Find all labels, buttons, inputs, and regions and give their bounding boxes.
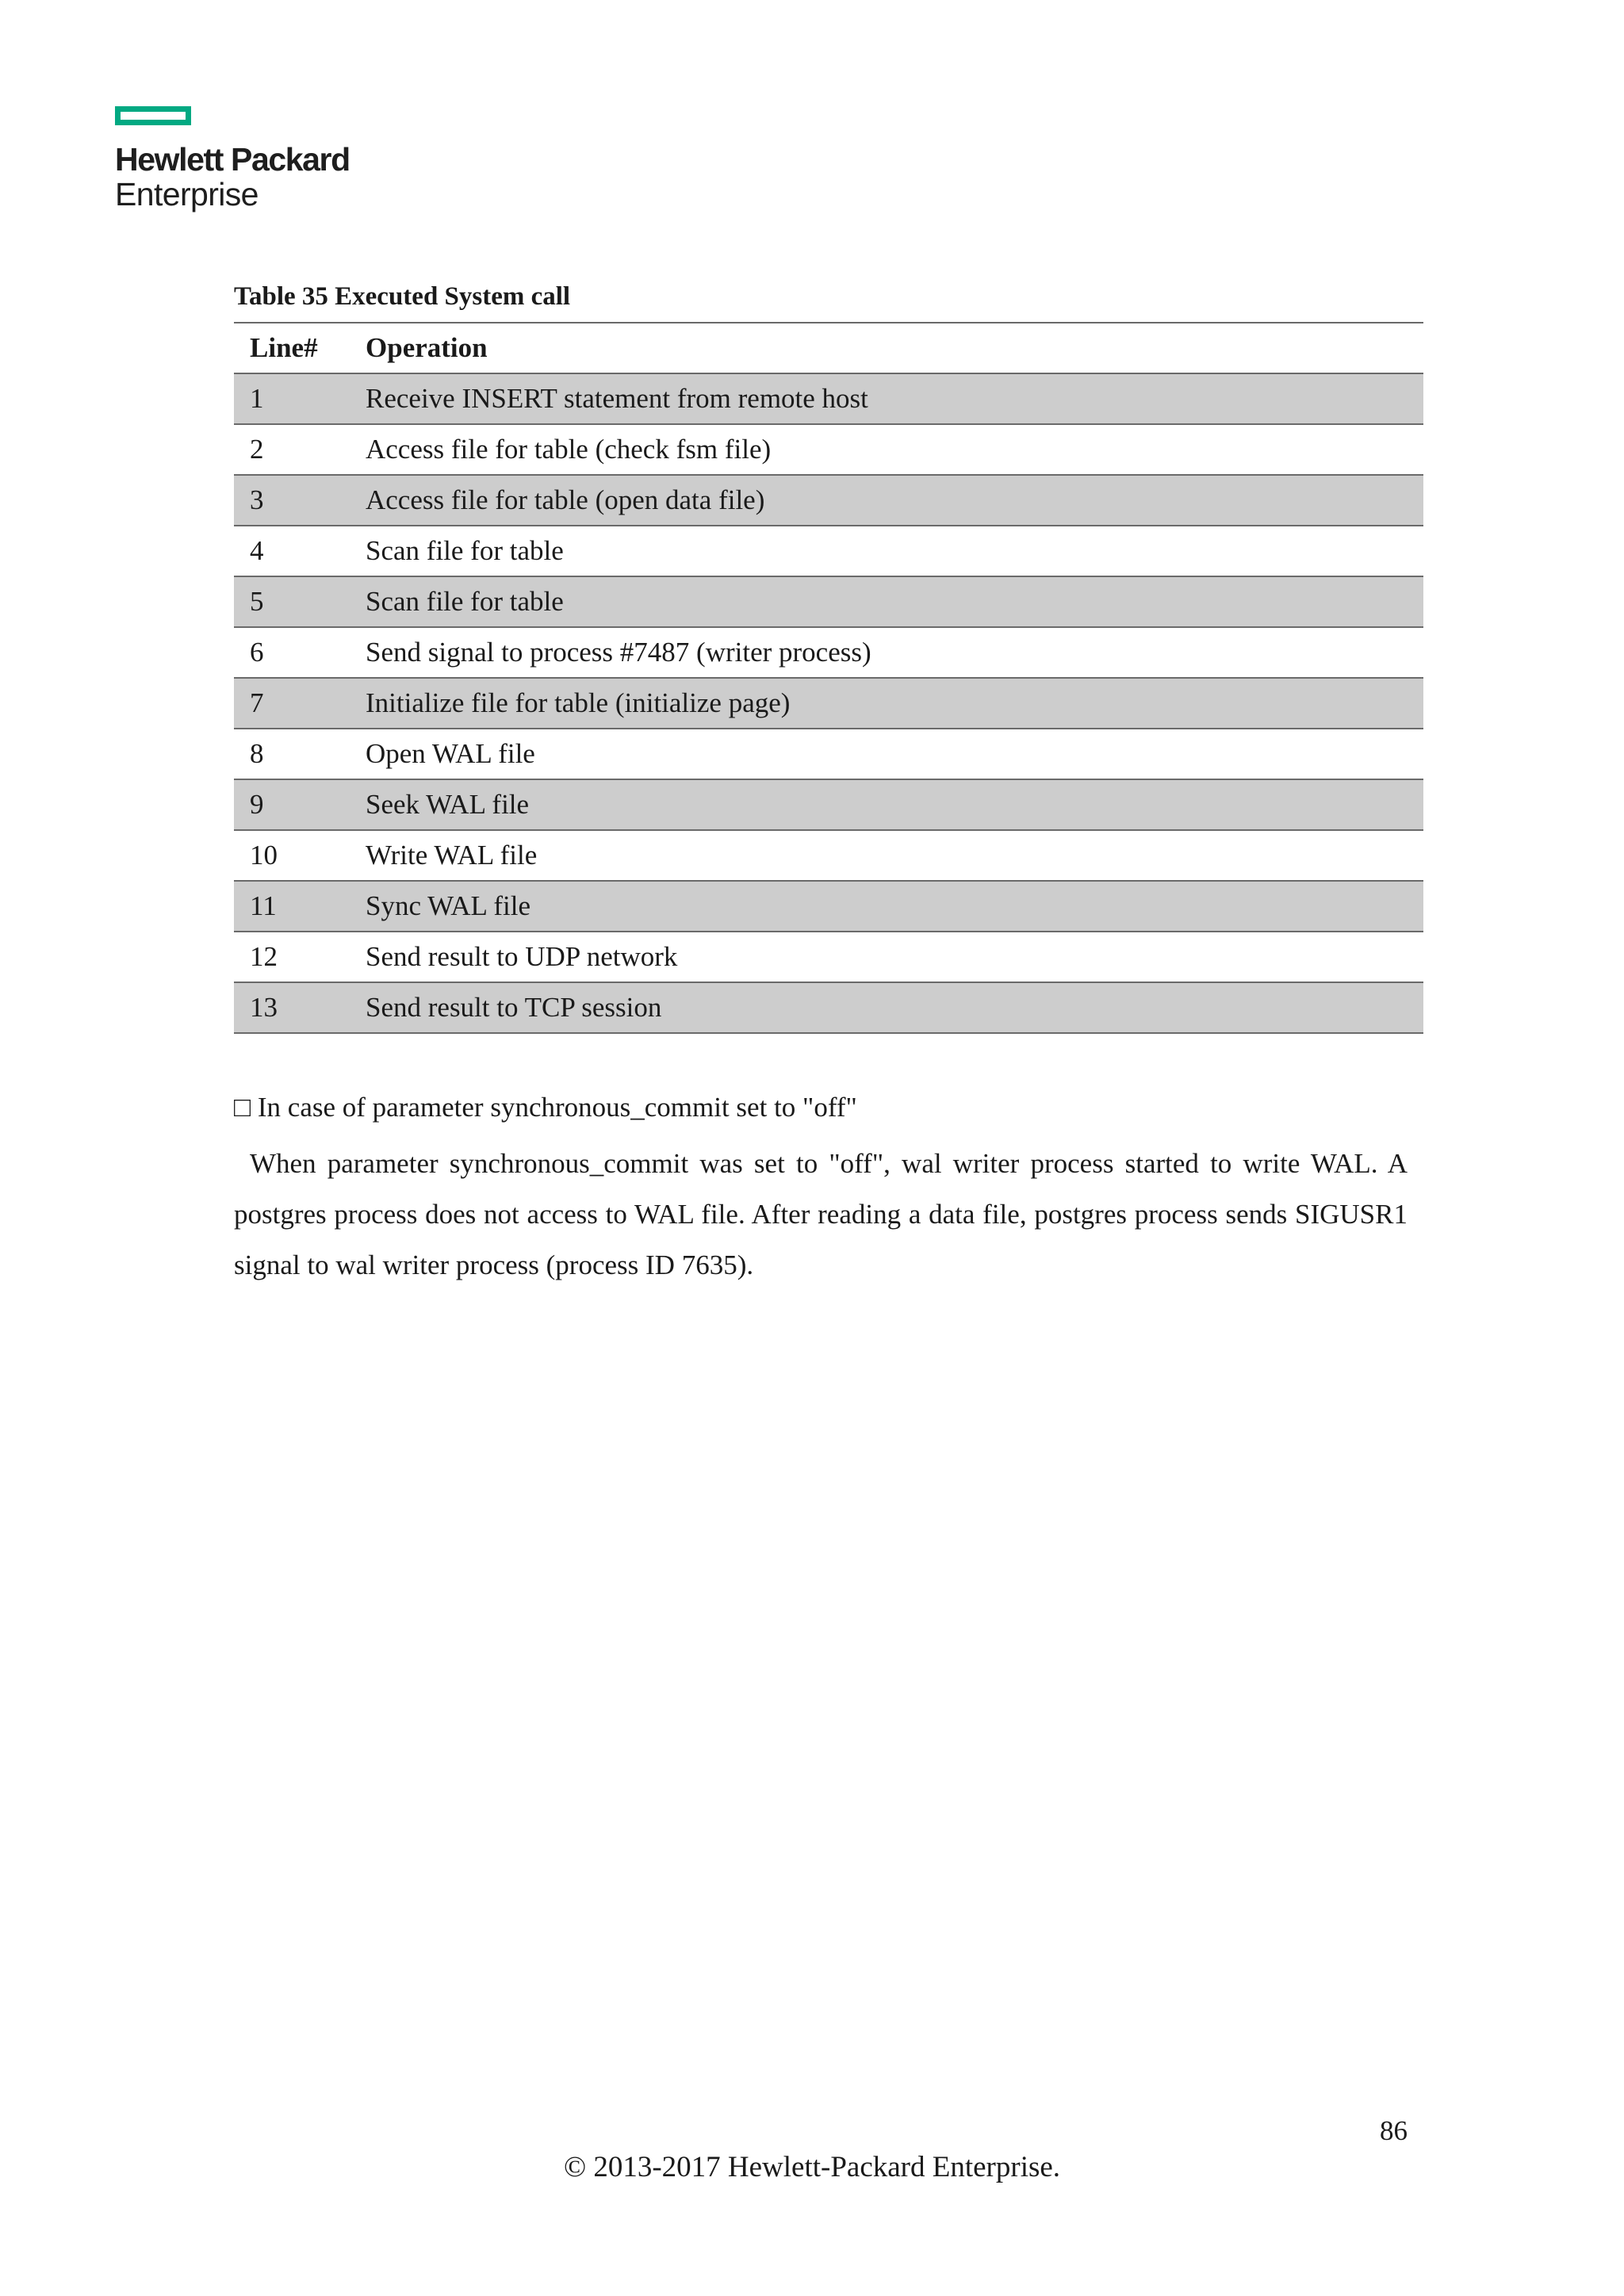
operation-cell: Sync WAL file (366, 890, 531, 921)
table-row (234, 374, 1423, 425)
operation-cell: Open WAL file (366, 738, 535, 769)
operation-cell: Seek WAL file (366, 789, 530, 820)
line-number-cell: 8 (250, 738, 264, 769)
line-number-cell: 4 (250, 535, 264, 566)
line-number-cell: 11 (250, 890, 277, 921)
line-number-cell: 10 (250, 840, 278, 871)
table-row (234, 526, 1423, 577)
line-number-cell: 12 (250, 941, 278, 972)
header-line-number: Line# (250, 332, 318, 363)
table-row (234, 983, 1423, 1034)
line-number-cell: 7 (250, 687, 264, 718)
operation-cell: Send result to TCP session (366, 992, 662, 1023)
line-number-cell: 1 (250, 383, 264, 414)
table-row (234, 628, 1423, 679)
page-number: 86 (1380, 2115, 1408, 2146)
table-row (234, 831, 1423, 882)
operation-cell: Scan file for table (366, 586, 564, 617)
operation-cell: Send signal to process #7487 (writer process) (366, 637, 871, 668)
line-number-cell: 13 (250, 992, 278, 1023)
line-number-cell: 9 (250, 789, 264, 820)
table-caption: Table 35 Executed System call (234, 282, 571, 311)
line-number-cell: 3 (250, 484, 264, 515)
operation-cell: Write WAL file (366, 840, 538, 871)
copyright-notice: © 2013-2017 Hewlett-Packard Enterprise. (563, 2151, 1061, 2183)
operation-cell: Scan file for table (366, 535, 564, 566)
body-paragraph: When parameter synchronous_commit was set to "off", wal writer process started to write WAL. A postgres process does not access to WAL file. After reading a data file, postgres process sends SIGUSR1 signal to wal writer process (process ID 7635). (234, 1148, 1408, 1280)
table-row (234, 882, 1423, 932)
table-row (234, 577, 1423, 628)
line-number-cell: 6 (250, 637, 264, 668)
operation-cell: Initialize file for table (initialize page) (366, 687, 791, 718)
table-row (234, 729, 1423, 780)
operation-cell: Access file for table (check fsm file) (366, 434, 772, 465)
table-row (234, 425, 1423, 476)
operation-cell: Receive INSERT statement from remote host (366, 383, 868, 414)
table-row (234, 780, 1423, 831)
table-row (234, 932, 1423, 983)
operation-cell: Send result to UDP network (366, 941, 678, 972)
header-operation: Operation (366, 332, 488, 363)
system-call-table (234, 322, 1423, 1034)
line-number-cell: 5 (250, 586, 264, 617)
operation-cell: Access file for table (open data file) (366, 484, 765, 515)
table-header-row (234, 323, 1423, 374)
bullet-heading: □ In case of parameter synchronous_commit set to "off" (234, 1092, 857, 1123)
hpe-logo-element-icon (115, 106, 191, 125)
logo-text-line1: Hewlett Packard (115, 141, 350, 178)
line-number-cell: 2 (250, 434, 264, 465)
table-row (234, 476, 1423, 526)
logo-text-line2: Enterprise (115, 176, 259, 212)
table-row (234, 679, 1423, 729)
